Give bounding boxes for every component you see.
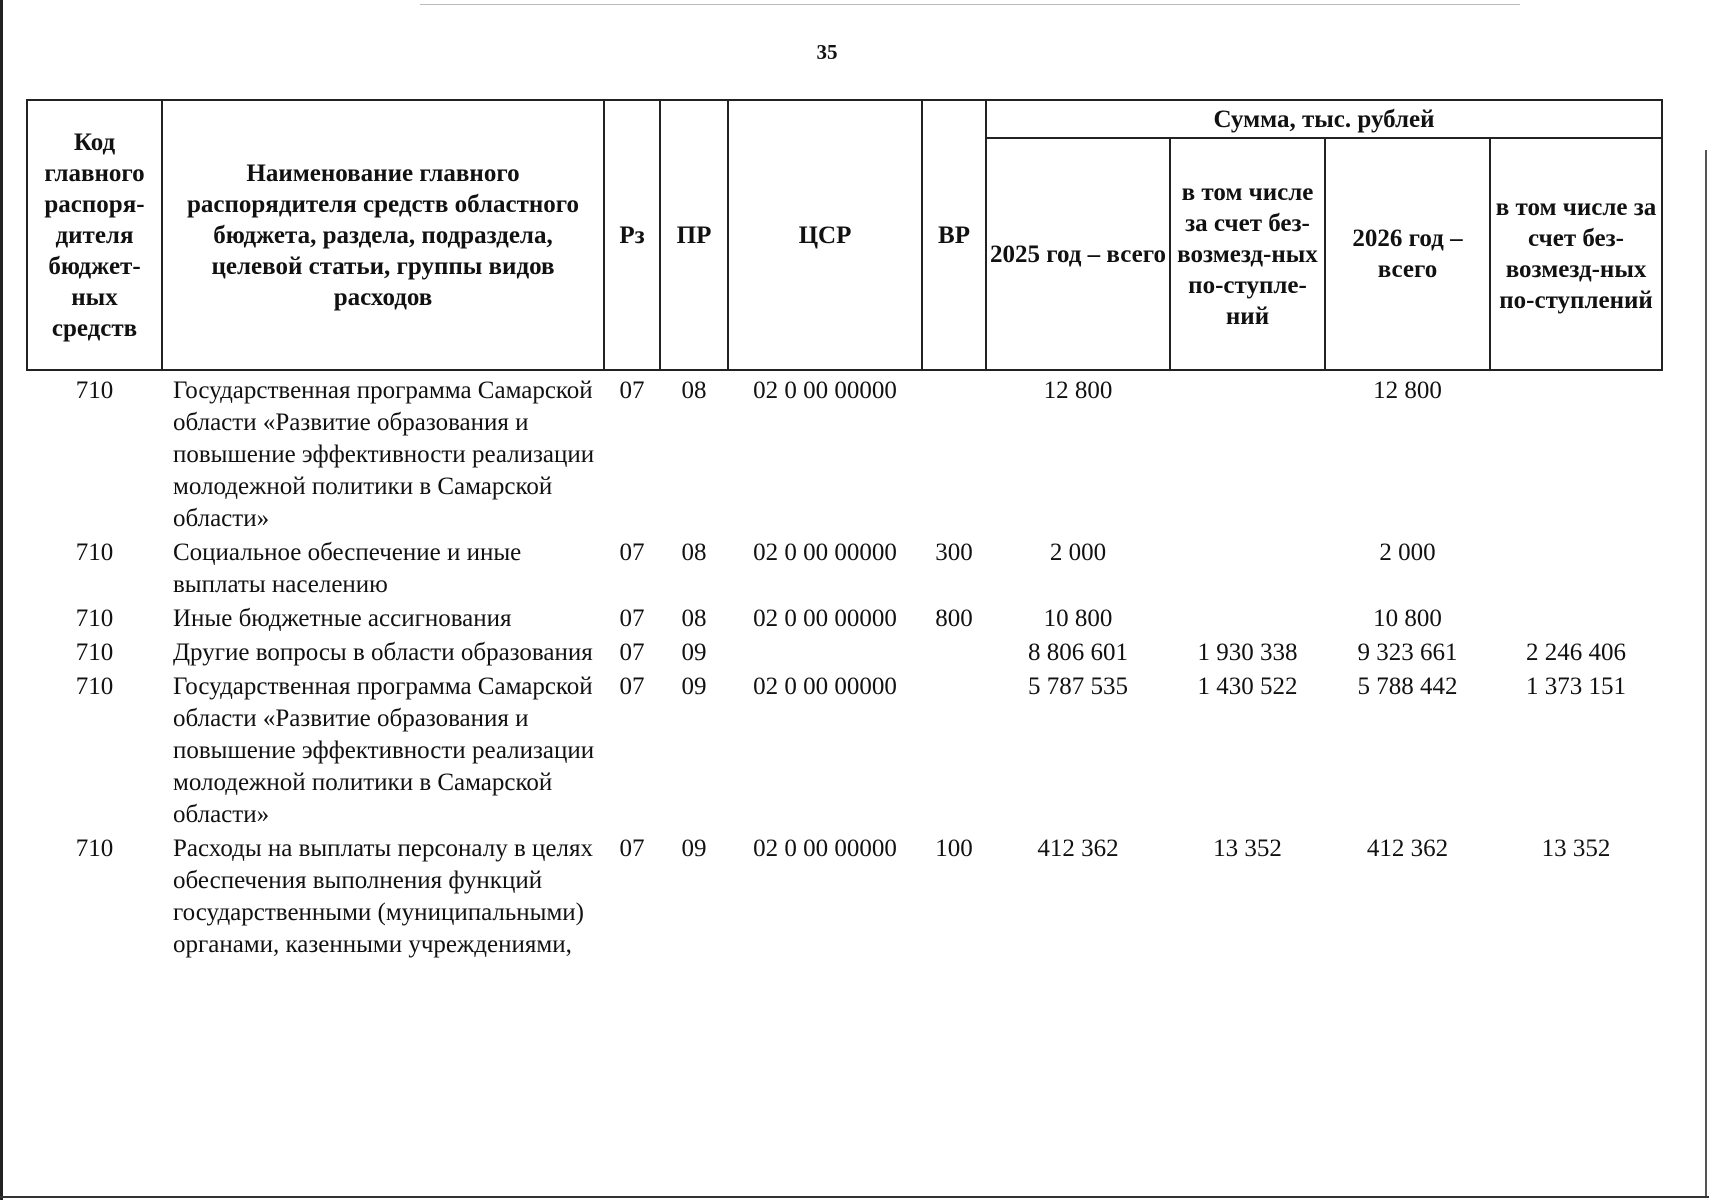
scan-right-border xyxy=(1705,150,1707,1196)
cell-pr: 08 xyxy=(681,377,707,404)
header-2025-grants: в том числе за счет без-возмезд-ных по-ступле-ний xyxy=(1170,138,1325,370)
cell-2026-total: 9 323 661 xyxy=(1357,639,1458,666)
cell-vr xyxy=(922,669,986,831)
cell-csr: 02 0 00 00000 xyxy=(753,377,897,404)
table-row xyxy=(27,535,1662,601)
cell-rz: 07 xyxy=(619,835,645,862)
cell-pr: 08 xyxy=(681,605,707,632)
cell-vr: 100 xyxy=(935,835,973,862)
cell-name: Иные бюджетные ассигнования xyxy=(173,605,512,632)
header-name: Наименование главного распорядителя средств областного бюджета, раздела, подраздела, целевой статьи, группы видов расходов xyxy=(162,100,604,370)
header-csr: ЦСР xyxy=(728,100,922,370)
cell-vr xyxy=(922,370,986,535)
cell-2025-total: 5 787 535 xyxy=(1028,673,1128,700)
cell-2026-grants: 2 246 406 xyxy=(1526,639,1627,666)
cell-csr: 02 0 00 00000 xyxy=(753,539,897,566)
cell-2025-grants xyxy=(1170,370,1325,535)
cell-2025-grants: 1 930 338 xyxy=(1197,639,1298,666)
table-row xyxy=(27,669,1662,831)
cell-vr: 300 xyxy=(935,539,973,566)
table-row xyxy=(27,601,1662,635)
cell-2026-grants xyxy=(1490,370,1662,535)
cell-pr: 08 xyxy=(681,539,707,566)
cell-vr xyxy=(922,635,986,669)
cell-2026-total: 10 800 xyxy=(1373,605,1442,632)
cell-2025-grants: 13 352 xyxy=(1213,835,1282,862)
cell-2026-total: 412 362 xyxy=(1366,835,1449,862)
cell-name: Другие вопросы в области образования xyxy=(173,639,593,666)
header-vr: ВР xyxy=(922,100,986,370)
cell-rz: 07 xyxy=(619,673,645,700)
scan-left-border xyxy=(0,0,3,1200)
cell-rz: 07 xyxy=(619,539,645,566)
cell-code: 710 xyxy=(75,539,114,566)
cell-code: 710 xyxy=(75,673,114,700)
cell-2025-total: 12 800 xyxy=(1043,377,1113,404)
table-row xyxy=(27,635,1662,669)
page-number: 35 xyxy=(816,40,838,64)
cell-name: Государственная программа Самарской области «Развитие образования и повышение эффективности реализации молодежной политики в Самарской области» xyxy=(173,377,595,532)
cell-2026-total: 12 800 xyxy=(1373,377,1442,404)
cell-name: Расходы на выплаты персоналу в целях обеспечения выполнения функций государственными (муниципальными) органами, казенными учреждениями, xyxy=(173,835,593,958)
cell-2025-total: 8 806 601 xyxy=(1028,639,1128,666)
cell-2025-total: 412 362 xyxy=(1037,835,1119,862)
table-header xyxy=(27,100,1662,370)
table-body xyxy=(27,370,1662,961)
cell-rz: 07 xyxy=(619,605,645,632)
cell-vr: 800 xyxy=(935,605,973,632)
cell-2025-grants: 1 430 522 xyxy=(1197,673,1298,700)
cell-2025-grants xyxy=(1170,601,1325,635)
scan-top-line xyxy=(420,4,1520,5)
cell-csr: 02 0 00 00000 xyxy=(753,673,897,700)
cell-code: 710 xyxy=(75,835,114,862)
cell-2026-grants: 13 352 xyxy=(1541,835,1611,862)
header-code: Код главного распоря-дителя бюджет-ных средств xyxy=(27,100,162,370)
header-sum: Сумма, тыс. рублей xyxy=(986,100,1662,138)
scan-bottom-border xyxy=(0,1196,1709,1198)
cell-name: Социальное обеспечение и иные выплаты населению xyxy=(173,539,522,598)
cell-rz: 07 xyxy=(619,639,645,666)
cell-rz: 07 xyxy=(619,377,645,404)
table-row xyxy=(27,831,1662,961)
header-rz: Рз xyxy=(604,100,660,370)
cell-pr: 09 xyxy=(681,639,707,666)
header-2026-total: 2026 год – всего xyxy=(1325,138,1490,370)
cell-csr xyxy=(728,635,922,669)
header-2026-grants: в том числе за счет без-возмезд-ных по-ступлений xyxy=(1490,138,1662,370)
cell-2026-total: 5 788 442 xyxy=(1357,673,1458,700)
cell-2025-total: 10 800 xyxy=(1043,605,1113,632)
cell-code: 710 xyxy=(75,605,114,632)
cell-code: 710 xyxy=(75,377,114,404)
cell-csr: 02 0 00 00000 xyxy=(753,835,897,862)
cell-2025-total: 2 000 xyxy=(1049,539,1107,566)
table-row xyxy=(27,370,1662,535)
cell-2026-total: 2 000 xyxy=(1379,539,1436,566)
header-pr: ПР xyxy=(660,100,728,370)
cell-2025-grants xyxy=(1170,535,1325,601)
cell-pr: 09 xyxy=(681,673,707,700)
cell-2026-grants xyxy=(1490,535,1662,601)
budget-table xyxy=(26,99,1663,961)
cell-2026-grants xyxy=(1490,601,1662,635)
cell-code: 710 xyxy=(75,639,114,666)
cell-csr: 02 0 00 00000 xyxy=(753,605,897,632)
header-2025-total: 2025 год – всего xyxy=(986,138,1170,370)
cell-2026-grants: 1 373 151 xyxy=(1526,673,1627,700)
cell-pr: 09 xyxy=(681,835,707,862)
cell-name: Государственная программа Самарской области «Развитие образования и повышение эффективности реализации молодежной политики в Самарской области» xyxy=(173,673,595,828)
